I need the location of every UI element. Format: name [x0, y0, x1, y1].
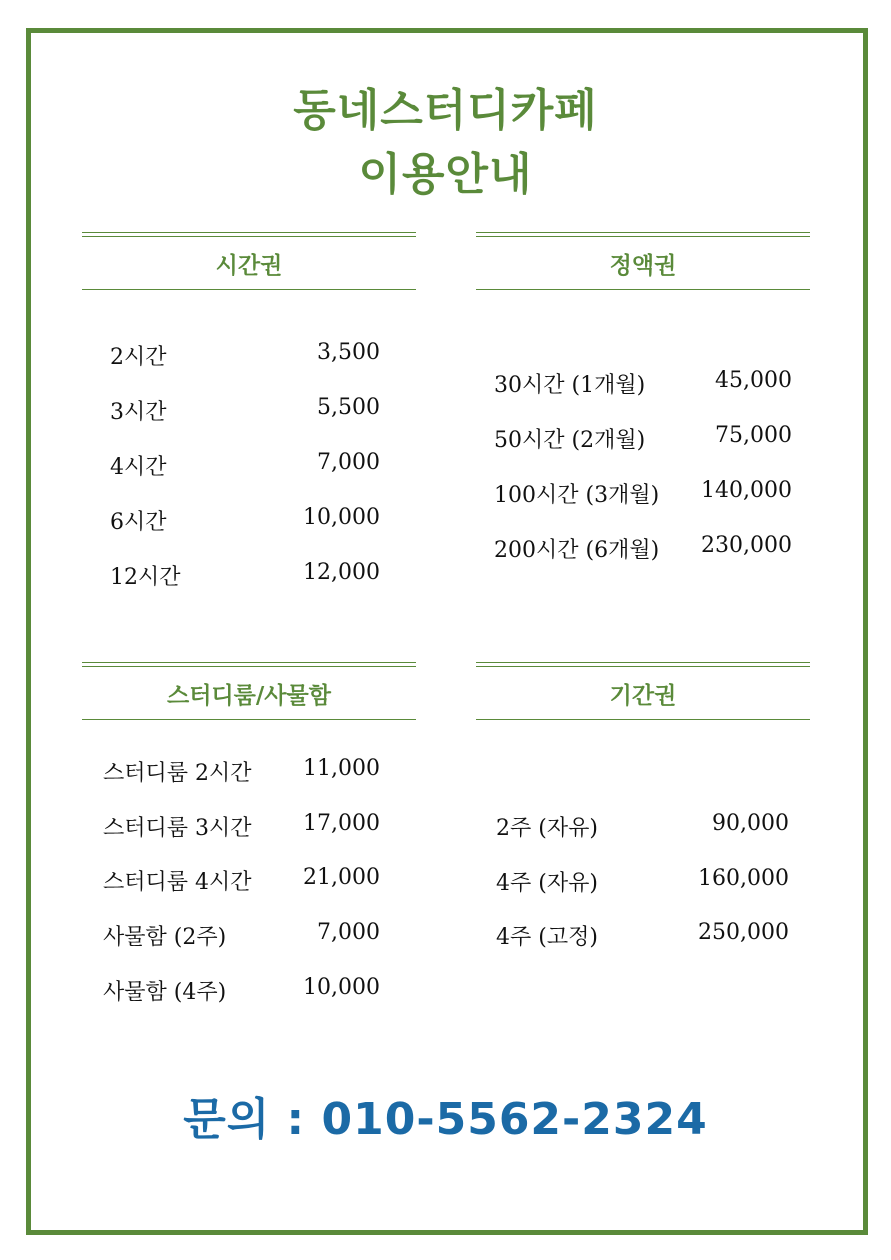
item-name: 4주 (고정) — [496, 925, 598, 950]
period-section — [476, 662, 810, 720]
section-title: 시간권 — [215, 253, 283, 279]
section-header — [82, 662, 416, 720]
page-subtitle: 이용안내 — [358, 149, 533, 200]
item-price: 7,000 — [317, 920, 380, 945]
price-row — [110, 450, 380, 480]
item-name: 4시간 — [110, 455, 167, 480]
price-row — [110, 560, 380, 590]
room-section — [82, 662, 416, 720]
item-name: 스터디룸 4시간 — [103, 870, 252, 895]
price-row — [110, 505, 380, 535]
price-row — [103, 811, 380, 841]
item-price: 10,000 — [303, 975, 380, 1000]
price-row — [110, 395, 380, 425]
item-name: 사물함 (4주) — [103, 980, 227, 1005]
price-row — [103, 920, 380, 950]
price-row — [494, 423, 792, 453]
item-name: 2시간 — [110, 345, 167, 370]
price-row — [110, 340, 380, 370]
section-header — [476, 662, 810, 720]
item-name: 100시간 (3개월) — [494, 483, 660, 508]
item-name: 12시간 — [110, 565, 181, 590]
page-border — [26, 28, 868, 1235]
item-name: 6시간 — [110, 510, 167, 535]
contact-phone: 문의 : 010-5562-2324 — [183, 1094, 708, 1145]
price-row — [103, 865, 380, 895]
price-row — [494, 478, 792, 508]
item-name: 2주 (자유) — [496, 816, 598, 841]
item-name: 30시간 (1개월) — [494, 373, 646, 398]
item-price: 160,000 — [698, 866, 789, 891]
item-price: 11,000 — [303, 756, 380, 781]
item-price: 230,000 — [701, 533, 792, 558]
item-name: 4주 (자유) — [496, 871, 598, 896]
hourly-section — [82, 232, 416, 290]
item-price: 45,000 — [715, 368, 792, 393]
item-price: 75,000 — [715, 423, 792, 448]
price-row — [496, 920, 789, 950]
item-price: 250,000 — [698, 920, 789, 945]
item-name: 스터디룸 3시간 — [103, 816, 252, 841]
item-price: 140,000 — [701, 478, 792, 503]
section-header — [82, 232, 416, 290]
price-row — [496, 811, 789, 841]
item-price: 21,000 — [303, 865, 380, 890]
item-price: 7,000 — [317, 450, 380, 475]
page-title: 동네스터디카페 — [293, 85, 598, 136]
price-row — [494, 368, 792, 398]
item-name: 사물함 (2주) — [103, 925, 227, 950]
price-row — [496, 866, 789, 896]
item-price: 90,000 — [712, 811, 789, 836]
item-price: 17,000 — [303, 811, 380, 836]
item-name: 스터디룸 2시간 — [103, 761, 252, 786]
section-title: 기간권 — [609, 683, 677, 709]
fixed-section — [476, 232, 810, 290]
price-row — [494, 533, 792, 563]
section-title: 정액권 — [609, 253, 677, 279]
item-name: 3시간 — [110, 400, 167, 425]
item-price: 10,000 — [303, 505, 380, 530]
item-name: 50시간 (2개월) — [494, 428, 646, 453]
item-price: 12,000 — [303, 560, 380, 585]
price-row — [103, 756, 380, 786]
section-header — [476, 232, 810, 290]
item-price: 3,500 — [317, 340, 380, 365]
item-name: 200시간 (6개월) — [494, 538, 660, 563]
section-title: 스터디룸/사물함 — [167, 683, 331, 709]
item-price: 5,500 — [317, 395, 380, 420]
price-row — [103, 975, 380, 1005]
